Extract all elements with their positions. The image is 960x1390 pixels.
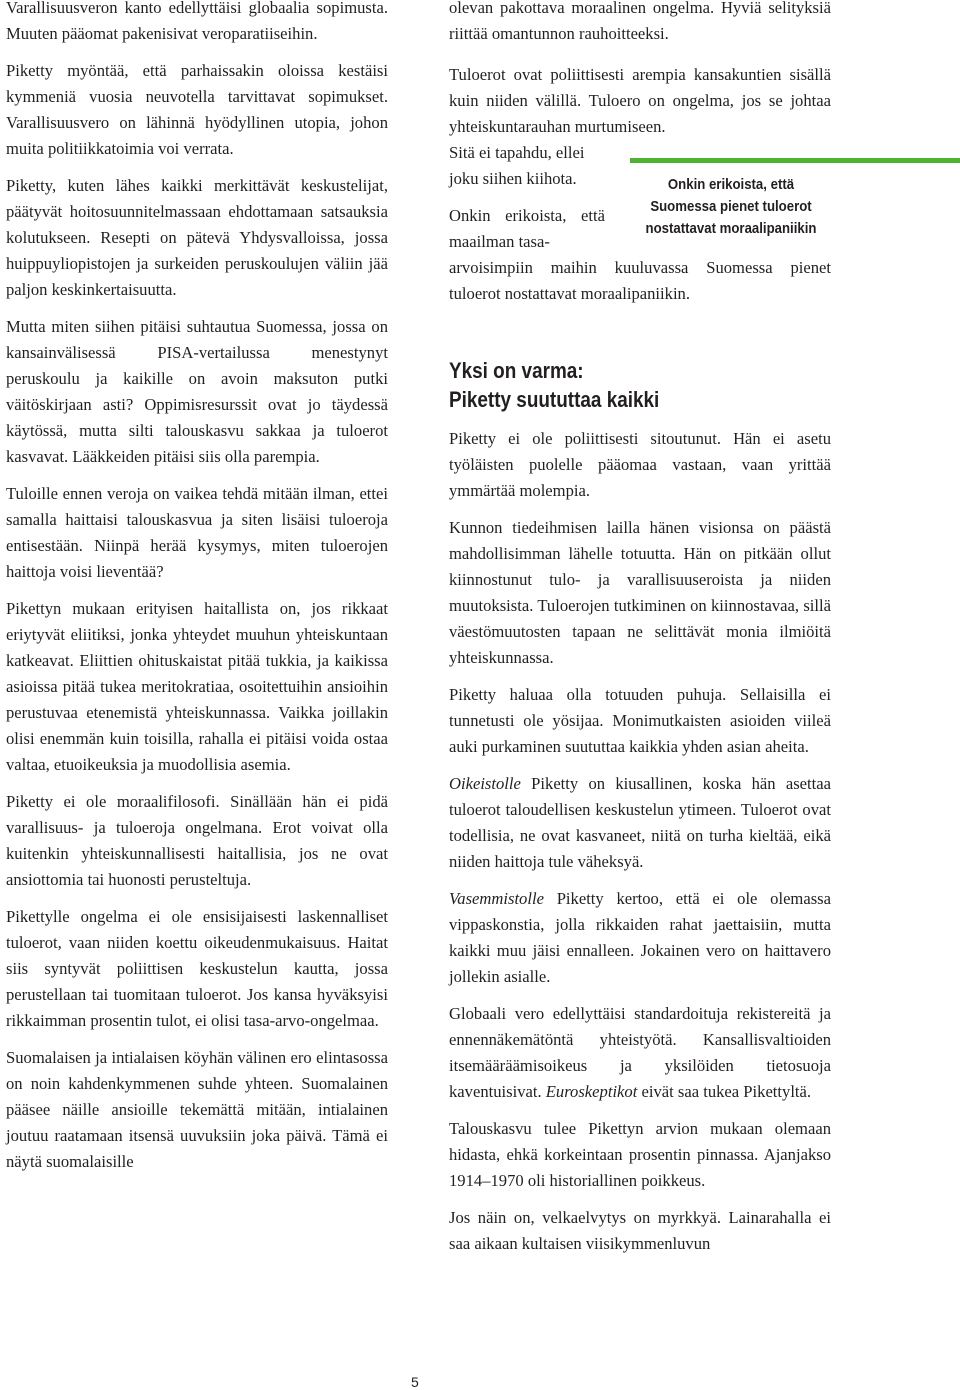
emphasis: Vasemmistolle: [449, 889, 544, 908]
paragraph: Piketty myöntää, että parhaissakin oloissa kestäisi kymmeniä vuosia neuvotella tarvittavat sopimukset. Varallisuusvero on lähinnä hyödyllinen utopia, johon muita politiikkatoimia voi verrata.: [6, 61, 388, 158]
pull-quote-line: Onkin erikoista, että: [667, 176, 795, 193]
emphasis: Oikeistolle: [449, 774, 521, 793]
heading-line: Piketty suututtaa kaikki: [449, 387, 660, 412]
paragraph-text: Piketty on kiusallinen, koska hän asettaa tuloerot taloudellisen keskustelun ytimeen. Tuloerot ovat todellisia, ne ovat kasvaneet, niitä on turha kieltää, eikä niiden haittoja tule väheksyä.: [449, 774, 831, 871]
paragraph: Pikettylle ongelma ei ole ensisijaisesti laskennalliset tuloerot, vaan niiden koettu oikeudenmukaisuus. Haitat siis syntyvät poliittisen keskustelun kautta, jossa perustellaan tai tuomitaan tuloerot. Jos kansa hyväksyisi rikkaimman prosentin tulot, ei olisi tasa-arvo-ongelmaa.: [6, 907, 388, 1030]
paragraph: Tuloerot ovat poliittisesti arempia kansakuntien sisällä kuin niiden välillä. Tuloero on ongelma, jos se johtaa yhteiskuntarauhan murtumiseen.: [449, 65, 831, 136]
paragraph: Onkin erikoista, että maailman tasa-: [449, 206, 605, 251]
paragraph-continued: [449, 0, 831, 47]
paragraph-onkin-wrap: [449, 203, 605, 255]
paragraph: [449, 1001, 831, 1105]
paragraph: Piketty haluaa olla totuuden puhuja. Sellaisilla ei tunnetusti ole yösijaa. Monimutkaisten asioiden viileä auki purkaminen suututtaa kaikkia yhden asian aheita.: [449, 685, 831, 756]
paragraph: Talouskasvu tulee Pikettyn arvion mukaan olemaan hidasta, ehkä korkeintaan prosentin pinnassa. Ajanjakso 1914–1970 oli historiallinen poikkeus.: [449, 1119, 831, 1190]
paragraph: Piketty ei ole poliittisesti sitoutunut. Hän ei asetu työläisten puolelle pääomaa vastaan, vaan yrittää ymmärtää molempia.: [449, 429, 831, 500]
paragraph-text: Globaali vero edellyttäisi standardoituja rekistereitä ja ennennäkemätöntä yhteistyötä. Kansallisvaltioiden itsemääräämisoikeus ja yksilöiden tietosuoja kaventuisivat.: [449, 1004, 831, 1101]
page-number: 5: [411, 1374, 419, 1390]
paragraph: Sitä ei tapahdu, ellei joku siihen kiihota.: [449, 143, 585, 188]
paragraph: [449, 886, 831, 990]
left-column: [6, 0, 388, 1175]
paragraph-tuloerot: [449, 62, 831, 140]
emphasis: Euroskeptikot: [545, 1082, 638, 1101]
pull-quote-line: Suomessa pienet tuloerot: [650, 198, 812, 215]
pull-quote-rule: [630, 158, 960, 163]
paragraph-text: Piketty kertoo, että ei ole olemassa vippaskonstia, jolla rikkaiden rahat jaettaisiin, mutta kaikki muu jäisi ennalleen. Jokainen vero on haittavero jollekin asialle.: [449, 889, 831, 986]
paragraph: Varallisuusveron kanto edellyttäisi globaalia sopimusta. Muuten pääomat pakenisivat veroparatiiseihin.: [6, 0, 388, 43]
pull-quote: [639, 174, 824, 240]
heading-line: Yksi on varma:: [449, 358, 584, 383]
paragraph: arvoisimpiin maihin kuuluvassa Suomessa pienet tuloerot nostattavat moraalipaniikin.: [449, 258, 831, 303]
paragraph: Suomalaisen ja intialaisen köyhän välinen ero elintasossa on noin kahdenkymmenen suhde yhteen. Suomalainen pääsee näille ansioille tekemättä mitään, intialainen joutuu raatamaan itsensä uuvuksiin joka päivä. Tämä ei näytä suomalaisille: [6, 1048, 388, 1171]
paragraph: olevan pakottava moraalinen ongelma. Hyviä selityksiä riittää omantunnon rauhoitteeksi.: [449, 0, 831, 43]
paragraph: Kunnon tiedeihmisen lailla hänen visionsa on päästä mahdollisimman lähelle totuutta. Hän on pitkään ollut kiinnostunut tulo- ja varallisuuseroista ja niiden muutoksista. Tuloerojen tutkiminen on kiinnostavaa, sillä väestömuutosten tapaan ne selittävät monia ilmiöitä yhteiskunnassa.: [449, 518, 831, 667]
paragraph-tuloerot-wrap: [449, 140, 609, 192]
right-column: [449, 426, 831, 1257]
paragraph-text: eivät saa tukea Pikettyltä.: [637, 1082, 812, 1101]
paragraph: [449, 771, 831, 875]
pull-quote-line: nostattavat moraalipaniikin: [645, 220, 817, 237]
paragraph: Pikettyn mukaan erityisen haitallista on, jos rikkaat eriytyvät eliitiksi, jonka yhteydet muuhun yhteiskuntaan katkeavat. Eliittien ohituskaistat pitää tukkia, ja kaikissa asioissa pitää tukea meritokratiaa, osoitettuihin ansioihin perustuvaa etenemistä yhteiskunnassa. Vaikka joillakin olisi enemmän kuin toisilla, rahalla ei pitäisi voida ostaa valtaa, etuoikeuksia ja muodollisia asemia.: [6, 599, 388, 774]
paragraph: Piketty ei ole moraalifilosofi. Sinällään hän ei pidä varallisuus- ja tuloeroja ongelmana. Erot voivat olla kuitenkin yhteiskunnallisesti haitallisia, jos ne ovat ansiottomia tai huonosti perusteltuja.: [6, 792, 388, 889]
paragraph: Jos näin on, velkaelvytys on myrkkyä. Lainarahalla ei saa aikaan kultaisen viisikymmenluvun: [449, 1208, 831, 1253]
paragraph: Mutta miten siihen pitäisi suhtautua Suomessa, jossa on kansainvälisessä PISA-vertailussa menestynyt peruskoulu ja kaikille on avoin maksuton putki väitöskirjaan asti? Oppimisresurssit ovat jo täydessä käytössä, mutta silti talouskasvu sakkaa ja tuloerot kasvavat. Lääkkeiden pitäisi siis olla parempia.: [6, 317, 388, 466]
paragraph: Tuloille ennen veroja on vaikea tehdä mitään ilman, ettei samalla haittaisi talouskasvua ja siten lisäisi tuloeroja entisestään. Niinpä herää kysymys, miten tuloerojen haittoja voisi lieventää?: [6, 484, 388, 581]
section-heading: [449, 356, 793, 414]
paragraph-onkin-full: [449, 255, 831, 307]
paragraph: Piketty, kuten lähes kaikki merkittävät keskustelijat, päätyvät hoitosuunnitelmassaan ehdottamaan satsauksia kolutukseen. Resepti on pätevä Yhdysvalloissa, jossa huippuyliopistojen ja surkeiden peruskoulujen väliin jää paljon keskinkertaisuutta.: [6, 176, 388, 299]
